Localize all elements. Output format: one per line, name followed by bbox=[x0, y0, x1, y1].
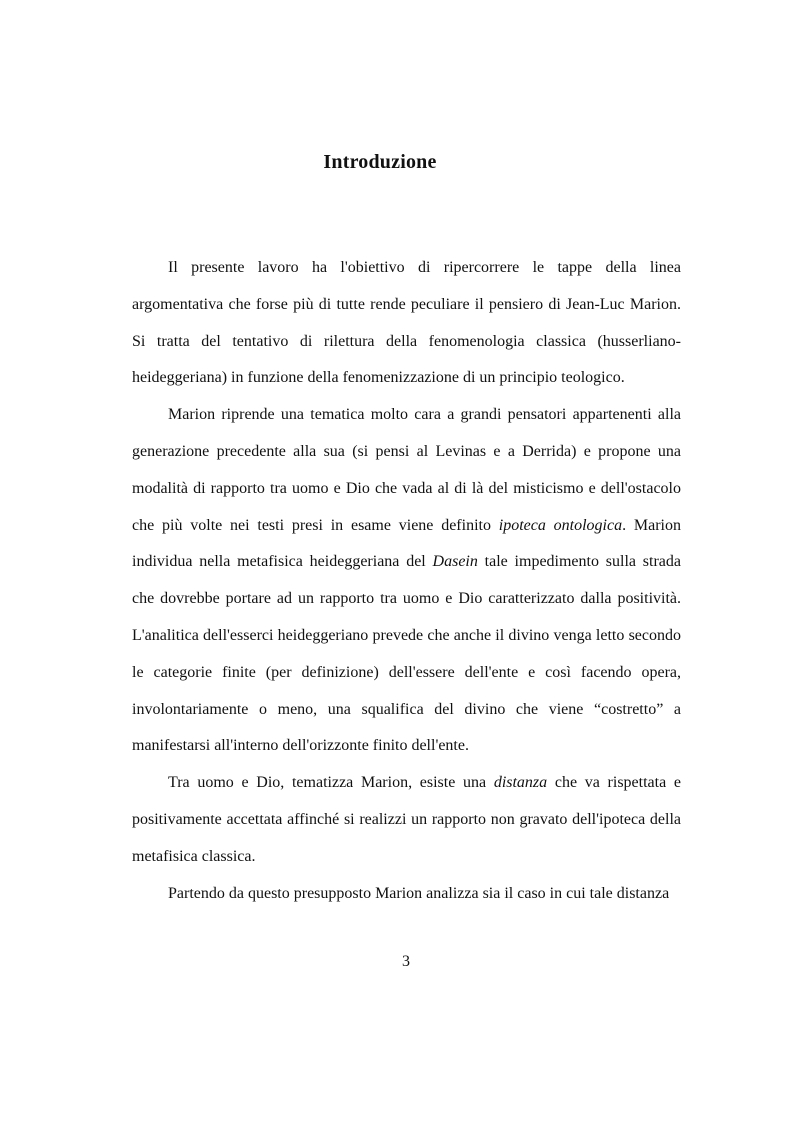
paragraph-2 bbox=[132, 397, 681, 765]
italic-term-ipoteca-ontologica: ipoteca ontologica bbox=[498, 516, 623, 534]
paragraph-1 bbox=[132, 250, 681, 397]
paragraph-2-text: Marion riprende una tematica molto cara a grandi pensatori appartenenti alla generazione precedente alla sua (si pensi al Levinas e a Derrida) e propone una modalità di rapporto tra uomo e Dio che vada al di là del misticismo e dell'ostacolo che più volte nei testi presi in esame viene definito bbox=[132, 406, 681, 534]
italic-term-distanza: distanza bbox=[493, 774, 548, 792]
italic-term-dasein: Dasein bbox=[432, 553, 478, 571]
paragraph-1-text: Il presente lavoro ha l'obiettivo di ripercorrere le tappe della linea argomentativa che forse più di tutte rende peculiare il pensiero di Jean-Luc Marion. Si tratta del tentativo di rilettura della fenomenologia classica (husserliano-heideggeriana) in funzione della fenomenizzazione di un principio teologico. bbox=[132, 259, 681, 387]
page-number: 3 bbox=[402, 953, 410, 970]
page-title: Introduzione bbox=[323, 151, 437, 173]
paragraph-2-text: tale impedimento sulla strada che dovrebbe portare ad un rapporto tra uomo e Dio caratterizzato dalla positività. L'analitica dell'esserci heideggeriano prevede che anche il divino venga letto secondo le categorie finite (per definizione) dell'essere dell'ente e così facendo opera, involontariamente o meno, una squalifica del divino che viene “costretto” a manifestarsi all'interno dell'orizzonte finito dell'ente. bbox=[132, 553, 681, 755]
body-text bbox=[132, 250, 681, 912]
paragraph-3 bbox=[132, 765, 681, 875]
paragraph-3-text: Tra uomo e Dio, tematizza Marion, esiste una bbox=[168, 774, 494, 792]
paragraph-4-text: Partendo da questo presupposto Marion analizza sia il caso in cui tale distanza bbox=[168, 884, 670, 902]
paragraph-3-text: che va rispettata e positivamente accettata affinché si realizzi un rapporto non gravato dell'ipoteca della metafisica classica. bbox=[132, 774, 681, 865]
paragraph-4 bbox=[132, 876, 681, 913]
paragraph-2-text: . Marion individua nella metafisica heideggeriana del bbox=[132, 516, 681, 571]
